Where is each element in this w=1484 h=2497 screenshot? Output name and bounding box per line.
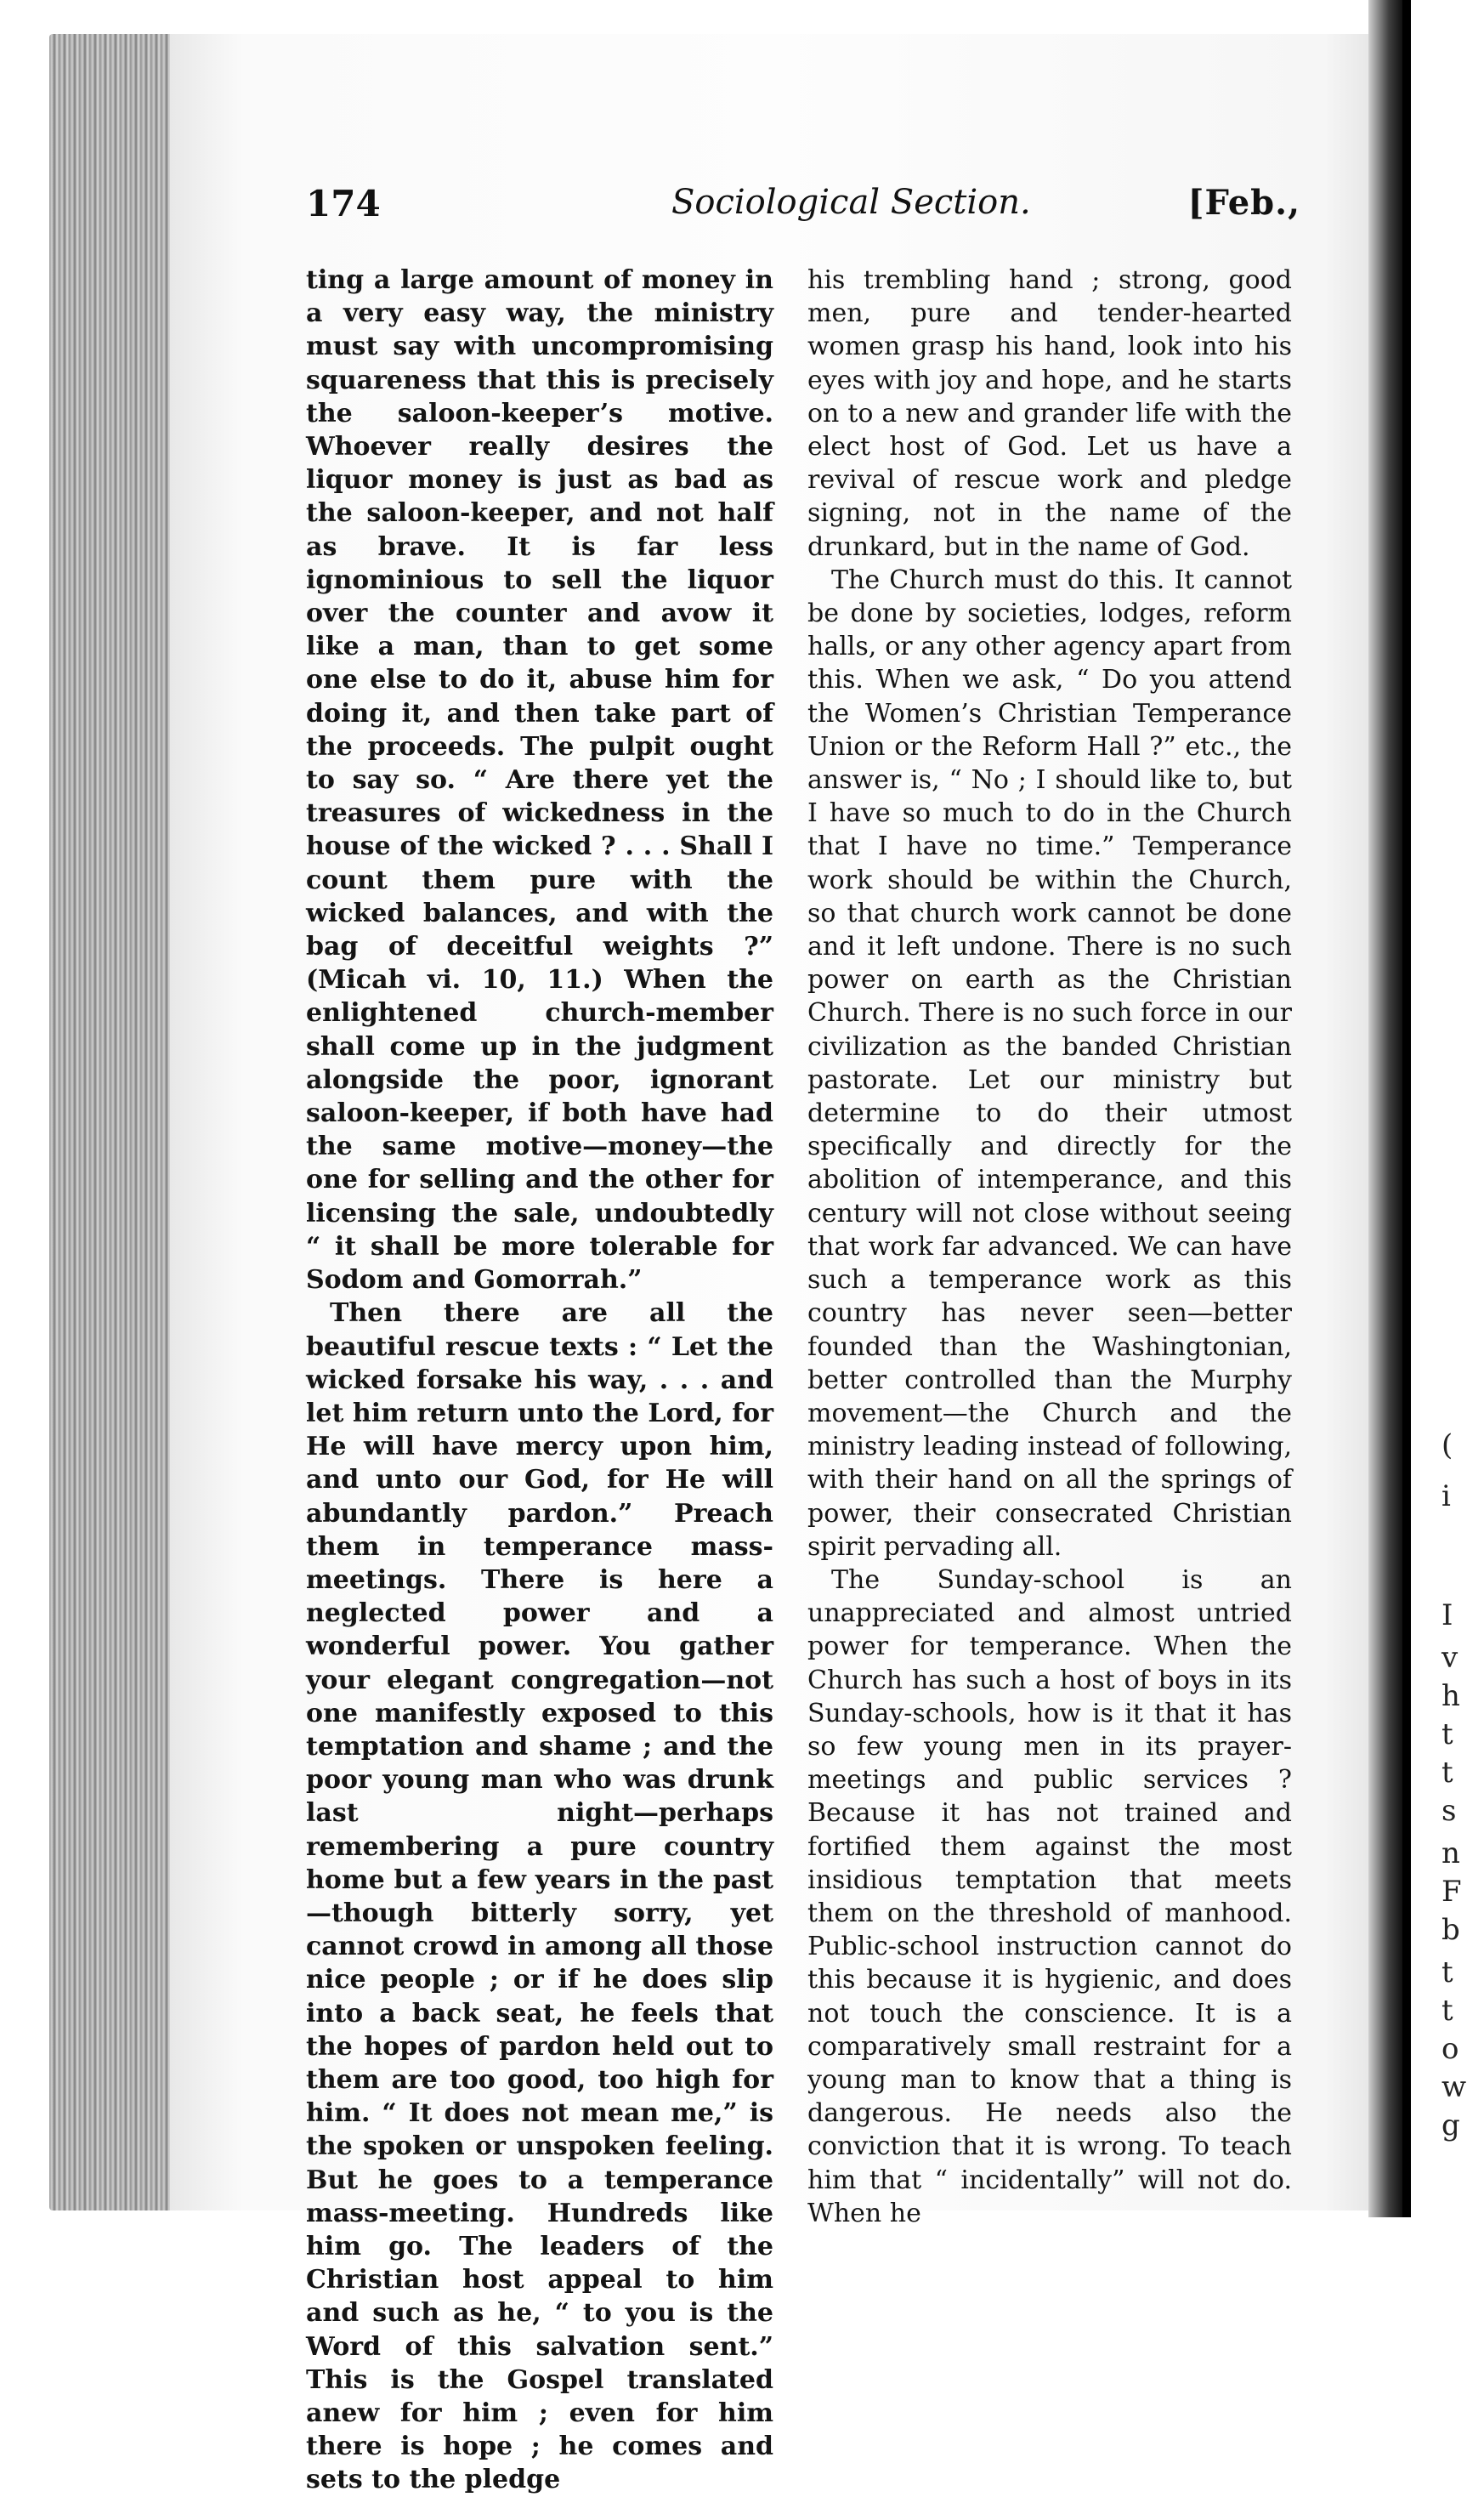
- adjacent-page-letter: n: [1442, 1836, 1460, 1870]
- adjacent-page-letter: s: [1442, 1794, 1457, 1828]
- adjacent-page-letter: t: [1442, 1756, 1453, 1790]
- paragraph: The Sunday-school is an unappreciated and almost untried power for temperance. When the Church has such a host of boys in its Sunday-schools, how is it that it has so few young men in its prayer-meetings and public services ? Because it has not trained and fortified them against the most insidious temptation that meets them on the threshold of manhood. Public-school instruction cannot do this because it is hygienic, and does not touch the conscience. It is a comparatively small restraint for a young man to know that a thing is dangerous. He needs also the conviction that it is wrong. To teach him that “ incidentally” will not do. When he: [807, 1564, 1292, 2228]
- adjacent-page-letter: (: [1442, 1428, 1453, 1462]
- running-title: Sociological Section.: [671, 183, 1031, 222]
- paragraph: his trembling hand ; strong, good men, pure and tender-hearted women grasp his hand, look into his eyes with joy and hope, and he starts on to a new and grander life with the elect host of God. Let us have a revival of rescue work and pledge signing, not in the name of the drunkard, but in the name of God.: [807, 265, 1292, 562]
- adjacent-page-letter: h: [1442, 1679, 1460, 1713]
- adjacent-page-letter: I: [1442, 1598, 1453, 1632]
- adjacent-page-letter: v: [1442, 1641, 1459, 1675]
- adjacent-page-letter: o: [1442, 2032, 1459, 2066]
- page-stack-edge: [49, 34, 177, 2210]
- adjacent-page-letter: t: [1442, 1994, 1453, 2028]
- adjacent-page-fragment: [1402, 0, 1484, 2217]
- adjacent-page-letter: t: [1442, 1717, 1453, 1751]
- header-month: [Feb.,: [1187, 183, 1300, 223]
- adjacent-page-letter: F: [1442, 1875, 1462, 1909]
- gutter-shadow: [1368, 0, 1402, 2217]
- adjacent-page-letter: w: [1442, 2070, 1467, 2104]
- left-column: [306, 264, 773, 2495]
- adjacent-page-letter: g: [1442, 2108, 1460, 2142]
- adjacent-page-letter: b: [1442, 1913, 1460, 1947]
- paragraph: ting a large amount of money in a very easy way, the ministry must say with uncompromising squareness that this is precisely the saloon-keeper’s motive. Whoever really desires the liquor money is just as bad as the saloon-keeper, and not half as brave. It is far less ignominious to sell the liquor over the counter and avow it like a man, than to get some one else to do it, abuse him for doing it, and then take part of the proceeds. The pulpit ought to say so. “ Are there yet the treasures of wickedness in the house of the wicked ? . . . Shall I count them pure with the wicked balances, and with the bag of deceitful weights ?” (Micah vi. 10, 11.) When the enlightened church-member shall come up in the judgment alongside the poor, ignorant saloon-keeper, if both have had the same motive—money—the one for selling and the other for licensing the sale, undoubtedly “ it shall be more tolerable for Sodom and Gomorrah.”: [306, 265, 773, 1296]
- adjacent-page-letter: t: [1442, 1955, 1453, 1989]
- right-column: [807, 264, 1292, 2228]
- page-number: 174: [306, 183, 381, 224]
- page-header: [306, 183, 1300, 234]
- paragraph: Then there are all the beautiful rescue texts : “ Let the wicked forsake his way, . . . and let him return unto the Lord, for He will have mercy upon him, and unto our God, for He will abundantly pardon.” Preach them in temperance mass-meetings. There is here a neglected power and a wonderful power. You gather your elegant congregation—not one manifestly exposed to this temptation and shame ; and the poor young man who was drunk last night—perhaps remembering a pure country home but a few years in the past—though bitterly sorry, yet cannot crowd in among all those nice people ; or if he does slip into a back seat, he feels that the hopes of pardon held out to them are too good, too high for him. “ It does not mean me,” is the spoken or unspoken feeling. But he goes to a temperance mass-meeting. Hundreds like him go. The leaders of the Christian host appeal to him and such as he, “ to you is the Word of this salvation sent.” This is the Gospel translated anew for him ; even for him there is hope ; he comes and sets to the pledge: [306, 1298, 773, 2495]
- paragraph: The Church must do this. It cannot be done by societies, lodges, reform halls, or any other agency apart from this. When we ask, “ Do you attend the Women’s Christian Temperance Union or the Reform Hall ?” etc., the answer is, “ No ; I should like to, but I have so much to do in the Church that I have no time.” Temperance work should be within the Church, so that church work cannot be done and it left undone. There is no such power on earth as the Christian Church. There is no such force in our civilization as the banded Christian pastorate. Let our ministry but determine to do their utmost specifically and directly for the abolition of intemperance, and this century will not close without seeing that work far advanced. We can have such a temperance work as this country has never seen—better founded than the Washingtonian, better controlled than the Murphy movement—the Church and the ministry leading instead of following, with their hand on all the springs of power, their consecrated Christian spirit pervading all.: [807, 565, 1292, 1562]
- adjacent-page-letter: i: [1442, 1479, 1451, 1513]
- scan-left-margin: [0, 0, 51, 2217]
